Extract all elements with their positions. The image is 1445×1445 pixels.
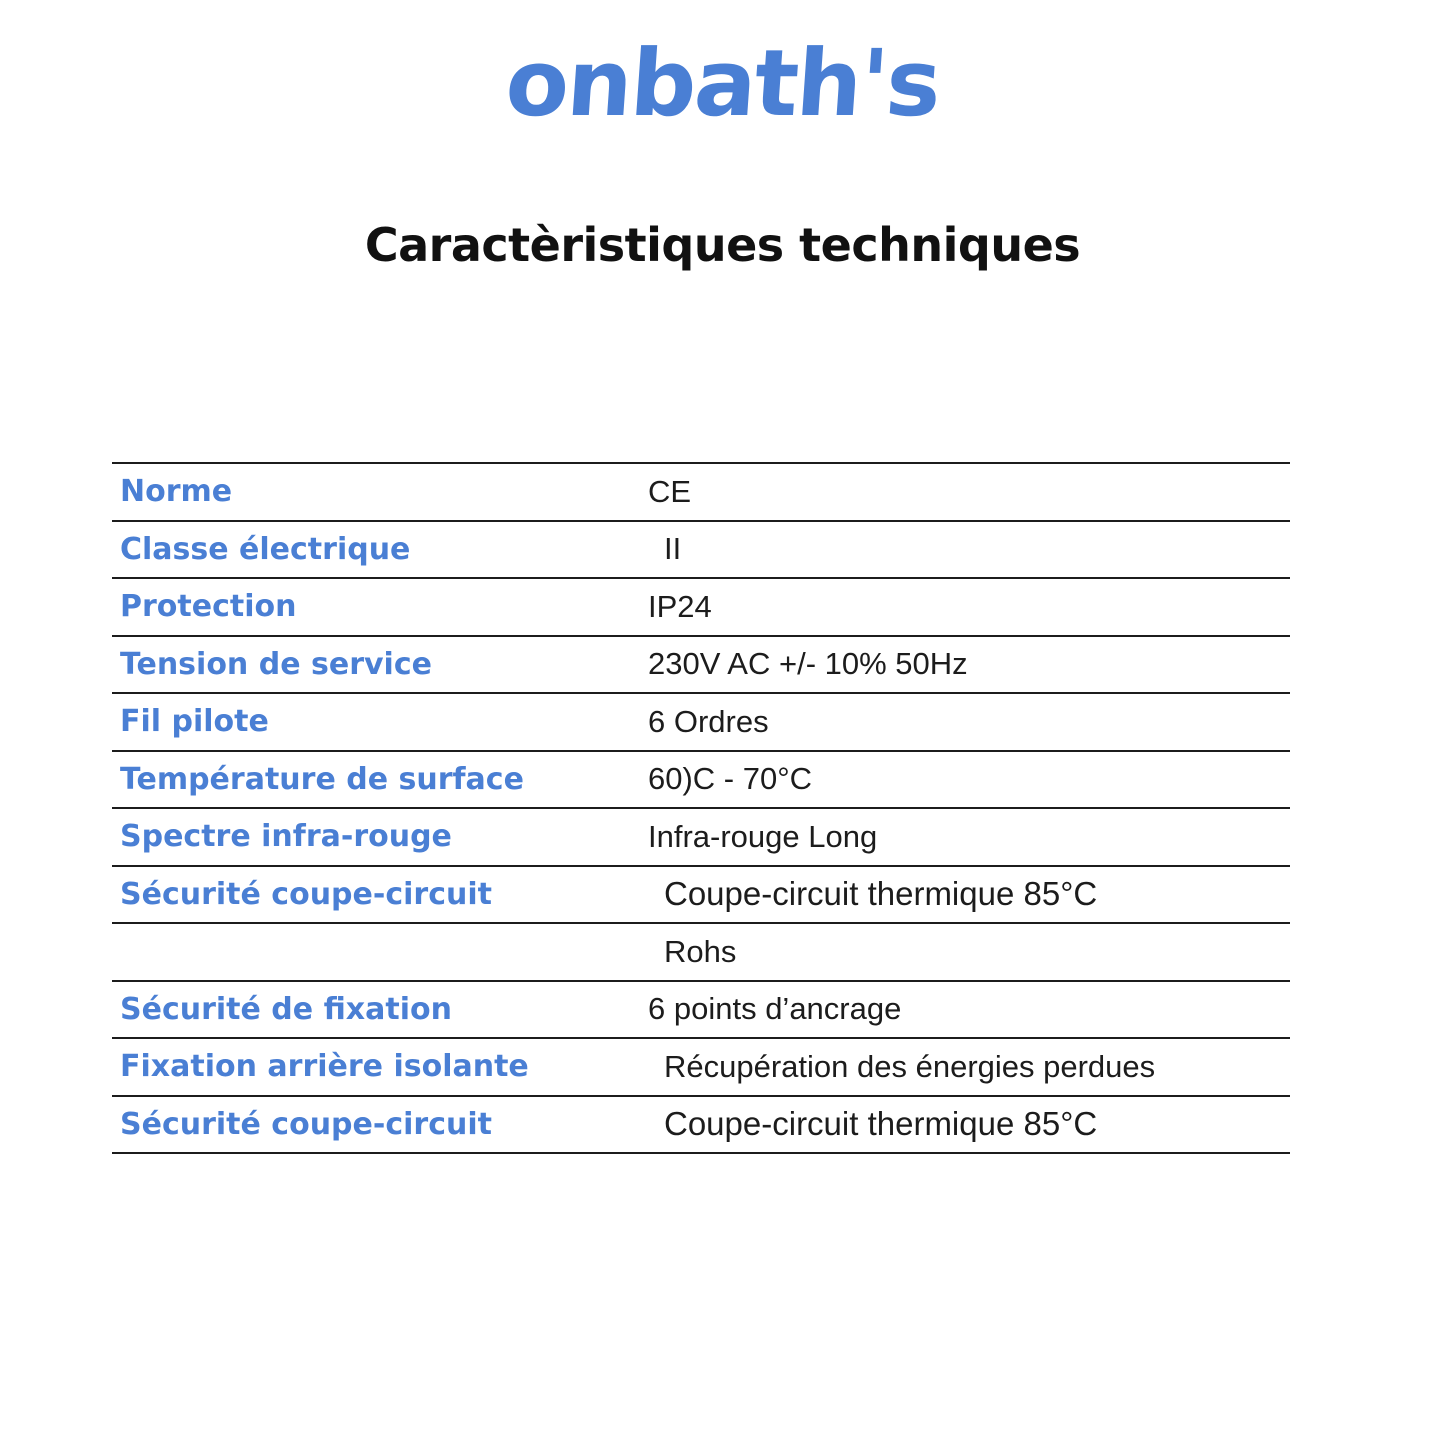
- spec-value: 6 points d’ancrage: [640, 981, 1290, 1039]
- table-row: [112, 808, 1290, 866]
- spec-label: Température de surface: [112, 751, 640, 809]
- brand-logo: [0, 30, 1445, 137]
- spec-label: [112, 923, 640, 981]
- table-row: [112, 866, 1290, 924]
- spec-label: Sécurité coupe-circuit: [112, 1096, 640, 1154]
- table-row: [112, 578, 1290, 636]
- table-row: [112, 693, 1290, 751]
- spec-label: Classe électrique: [112, 521, 640, 579]
- table-row: [112, 1038, 1290, 1096]
- table-row: [112, 636, 1290, 694]
- specifications-table: [112, 462, 1290, 1154]
- spec-label: Norme: [112, 463, 640, 521]
- spec-value: CE: [640, 463, 1290, 521]
- spec-label: Sécurité de fixation: [112, 981, 640, 1039]
- spec-value: Infra-rouge Long: [640, 808, 1290, 866]
- spec-label: Sécurité coupe-circuit: [112, 866, 640, 924]
- spec-value: Coupe-circuit thermique 85°C: [640, 866, 1290, 924]
- spec-value: 60)C - 70°C: [640, 751, 1290, 809]
- table-row: [112, 521, 1290, 579]
- page-title: Caractèristiques techniques: [364, 218, 1081, 272]
- spec-value: II: [640, 521, 1290, 579]
- spec-value: Rohs: [640, 923, 1290, 981]
- spec-label: Tension de service: [112, 636, 640, 694]
- spec-label: Spectre infra-rouge: [112, 808, 640, 866]
- specifications-table-body: [112, 463, 1290, 1153]
- spec-value: 230V AC +/- 10% 50Hz: [640, 636, 1290, 694]
- brand-logo-text: onbath's: [502, 30, 943, 137]
- table-row: [112, 463, 1290, 521]
- spec-label: Fixation arrière isolante: [112, 1038, 640, 1096]
- spec-label: Fil pilote: [112, 693, 640, 751]
- spec-value: Coupe-circuit thermique 85°C: [640, 1096, 1290, 1154]
- table-row: [112, 981, 1290, 1039]
- spec-value: 6 Ordres: [640, 693, 1290, 751]
- spec-value: Récupération des énergies perdues: [640, 1038, 1290, 1096]
- spec-label: Protection: [112, 578, 640, 636]
- table-row: [112, 923, 1290, 981]
- table-row: [112, 751, 1290, 809]
- table-row: [112, 1096, 1290, 1154]
- spec-value: IP24: [640, 578, 1290, 636]
